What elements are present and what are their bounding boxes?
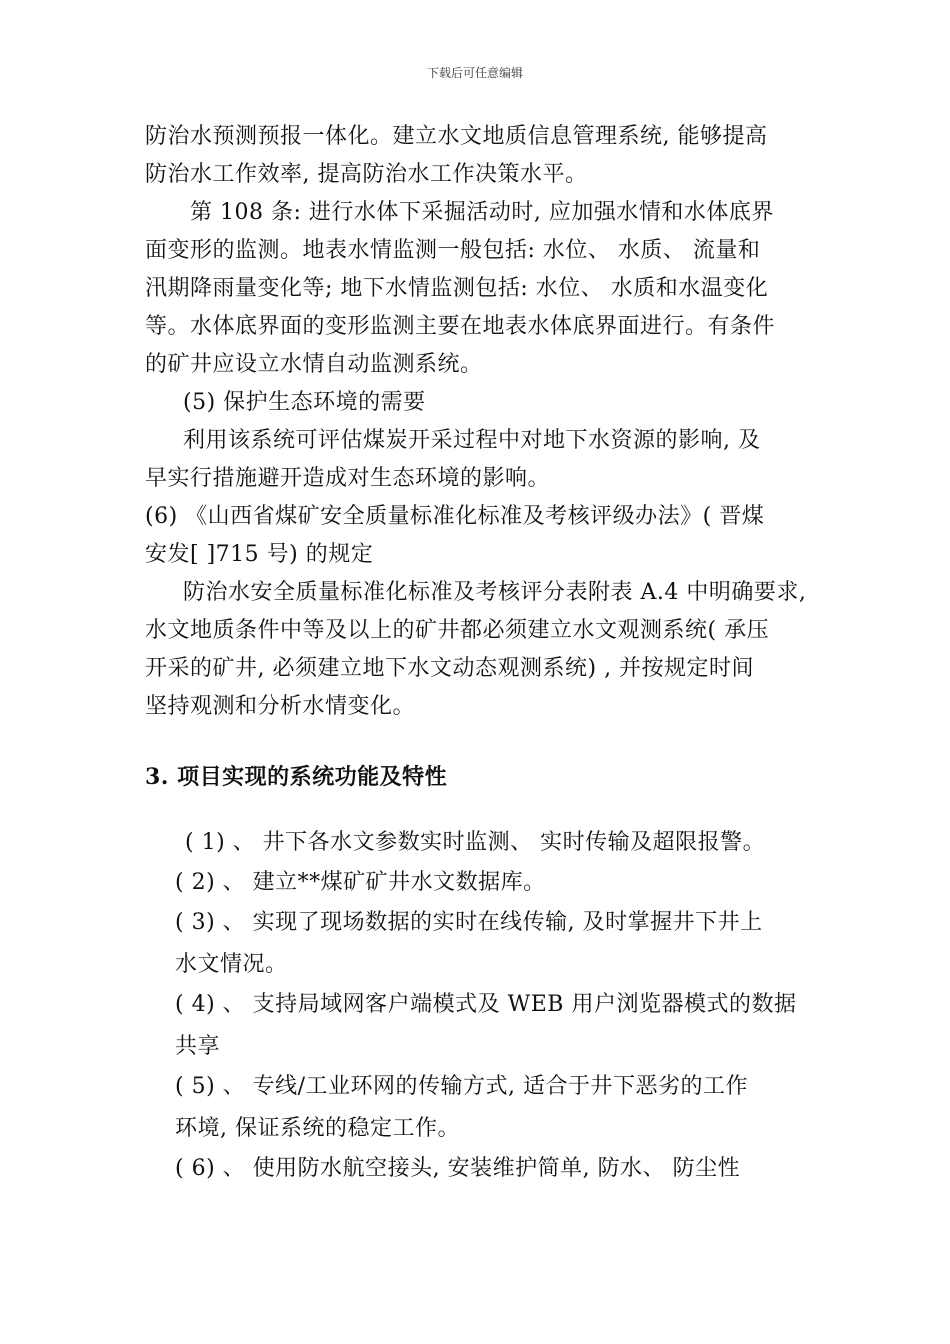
body-line: 防治水预测预报一体化。建立水文地质信息管理系统, 能够提高 bbox=[145, 124, 768, 149]
body-line: 防治水安全质量标准化标准及考核评分表附表 A.4 中明确要求, bbox=[183, 580, 807, 605]
body-line: 防治水工作效率, 提高防治水工作决策水平。 bbox=[145, 162, 588, 187]
body-line: 安发[ ]715 号) 的规定 bbox=[145, 542, 374, 567]
body-line: 水文地质条件中等及以上的矿井都必须建立水文观测系统( 承压 bbox=[145, 618, 770, 643]
body-line: 坚持观测和分析水情变化。 bbox=[145, 694, 416, 719]
list-item: 环境, 保证系统的稳定工作。 bbox=[175, 1116, 460, 1141]
body-line: 早实行措施避开造成对生态环境的影响。 bbox=[145, 466, 551, 491]
body-line: (5) 保护生态环境的需要 bbox=[183, 390, 426, 415]
body-line: 汛期降雨量变化等; 地下水情监测包括: 水位、 水质和水温变化 bbox=[145, 276, 769, 301]
list-item: ( 2) 、 建立**煤矿矿井水文数据库。 bbox=[175, 870, 546, 895]
list-item: ( 1) 、 井下各水文参数实时监测、 实时传输及超限报警。 bbox=[185, 830, 766, 855]
body-line: (6) 《山西省煤矿安全质量标准化标准及考核评级办法》( 晋煤 bbox=[145, 504, 765, 529]
section-heading: 3. 项目实现的系统功能及特性 bbox=[145, 764, 448, 790]
body-line: 的矿井应设立水情自动监测系统。 bbox=[145, 352, 483, 377]
body-line: 等。水体底界面的变形监测主要在地表水体底界面进行。有条件 bbox=[145, 314, 776, 339]
list-item: ( 6) 、 使用防水航空接头, 安装维护简单, 防水、 防尘性 bbox=[175, 1156, 741, 1181]
list-item: 共享 bbox=[175, 1034, 221, 1059]
list-item: ( 5) 、 专线/工业环网的传输方式, 适合于井下恶劣的工作 bbox=[175, 1074, 749, 1099]
list-item: ( 4) 、 支持局域网客户端模式及 WEB 用户浏览器模式的数据 bbox=[175, 992, 797, 1017]
list-item: 水文情况。 bbox=[175, 952, 288, 977]
body-line: 开采的矿井, 必须建立地下水文动态观测系统) , 并按规定时间 bbox=[145, 656, 755, 681]
list-item: ( 3) 、 实现了现场数据的实时在线传输, 及时掌握井下井上 bbox=[175, 910, 763, 935]
body-line: 面变形的监测。地表水情监测一般包括: 水位、 水质、 流量和 bbox=[145, 238, 761, 263]
page-header: 下载后可任意编辑 bbox=[426, 66, 523, 80]
body-line: 第 108 条: 进行水体下采掘活动时, 应加强水情和水体底界 bbox=[190, 200, 774, 225]
body-line: 利用该系统可评估煤炭开采过程中对地下水资源的影响, 及 bbox=[183, 428, 761, 453]
